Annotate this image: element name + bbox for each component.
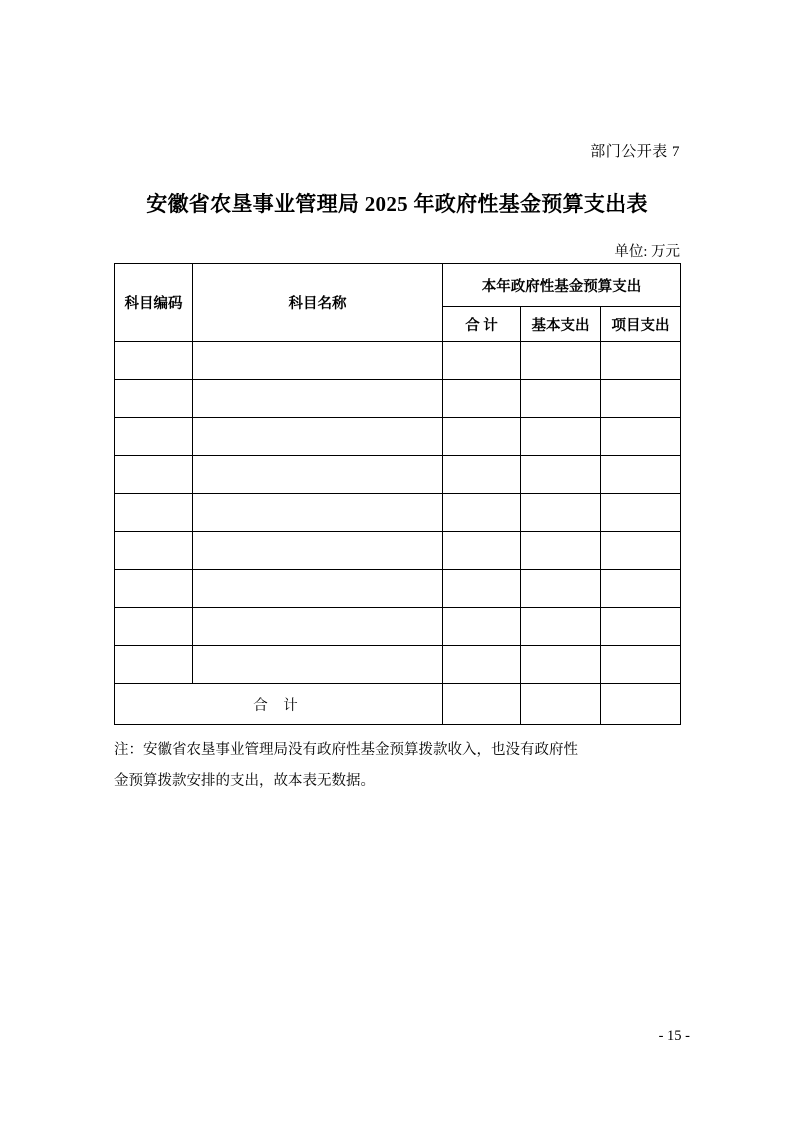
- cell-project: [601, 494, 681, 532]
- table-row: [115, 418, 681, 456]
- table-row: [115, 570, 681, 608]
- cell-total: [443, 418, 521, 456]
- cell-name: [193, 646, 443, 684]
- cell-name: [193, 608, 443, 646]
- budget-expenditure-table: [114, 263, 681, 725]
- footnote-line-2: 金预算拨款安排的支出，故本表无数据。: [114, 773, 375, 790]
- cell-total: [443, 532, 521, 570]
- total-cell-total: [443, 684, 521, 725]
- table-row: [115, 380, 681, 418]
- footnote-line-1: 注：安徽省农垦事业管理局没有政府性基金预算拨款收入，也没有政府性: [114, 742, 578, 758]
- cell-project: [601, 608, 681, 646]
- cell-basic: [521, 380, 601, 418]
- cell-name: [193, 570, 443, 608]
- unit-note: 单位: 万元: [614, 244, 680, 260]
- cell-project: [601, 456, 681, 494]
- cell-code: [115, 608, 193, 646]
- cell-total: [443, 456, 521, 494]
- cell-basic: [521, 418, 601, 456]
- cell-project: [601, 646, 681, 684]
- cell-basic: [521, 532, 601, 570]
- cell-name: [193, 532, 443, 570]
- cell-total: [443, 646, 521, 684]
- total-cell-project: [601, 684, 681, 725]
- cell-code: [115, 456, 193, 494]
- cell-code: [115, 570, 193, 608]
- cell-basic: [521, 494, 601, 532]
- cell-name: [193, 494, 443, 532]
- cell-basic: [521, 342, 601, 380]
- form-number: 部门公开表 7: [590, 144, 680, 160]
- cell-total: [443, 342, 521, 380]
- cell-total: [443, 380, 521, 418]
- cell-name: [193, 342, 443, 380]
- column-group-header-current-year: 本年政府性基金预算支出: [443, 264, 681, 307]
- table-total-row: [115, 684, 681, 725]
- cell-name: [193, 380, 443, 418]
- cell-basic: [521, 456, 601, 494]
- cell-code: [115, 532, 193, 570]
- column-header-total: 合 计: [443, 307, 521, 342]
- cell-total: [443, 570, 521, 608]
- column-header-code: 科目编码: [115, 264, 193, 342]
- cell-basic: [521, 646, 601, 684]
- page-number: - 15 -: [658, 1028, 690, 1044]
- cell-project: [601, 342, 681, 380]
- cell-total: [443, 494, 521, 532]
- cell-name: [193, 418, 443, 456]
- column-header-name: 科目名称: [193, 264, 443, 342]
- table-row: [115, 456, 681, 494]
- table-header-row-1: [115, 264, 681, 307]
- cell-code: [115, 380, 193, 418]
- cell-code: [115, 418, 193, 456]
- table-footnote: [114, 735, 680, 797]
- column-header-project: 项目支出: [601, 307, 681, 342]
- table-row: [115, 532, 681, 570]
- cell-code: [115, 646, 193, 684]
- cell-code: [115, 494, 193, 532]
- cell-name: [193, 456, 443, 494]
- total-cell-basic: [521, 684, 601, 725]
- table-row: [115, 494, 681, 532]
- cell-project: [601, 570, 681, 608]
- cell-basic: [521, 608, 601, 646]
- cell-basic: [521, 570, 601, 608]
- total-row-label: 合 计: [115, 684, 443, 725]
- cell-project: [601, 380, 681, 418]
- page-title: 安徽省农垦事业管理局 2025 年政府性基金预算支出表: [146, 192, 648, 216]
- cell-project: [601, 418, 681, 456]
- table-row: [115, 646, 681, 684]
- cell-total: [443, 608, 521, 646]
- cell-code: [115, 342, 193, 380]
- table-row: [115, 342, 681, 380]
- column-header-basic: 基本支出: [521, 307, 601, 342]
- cell-project: [601, 532, 681, 570]
- table-row: [115, 608, 681, 646]
